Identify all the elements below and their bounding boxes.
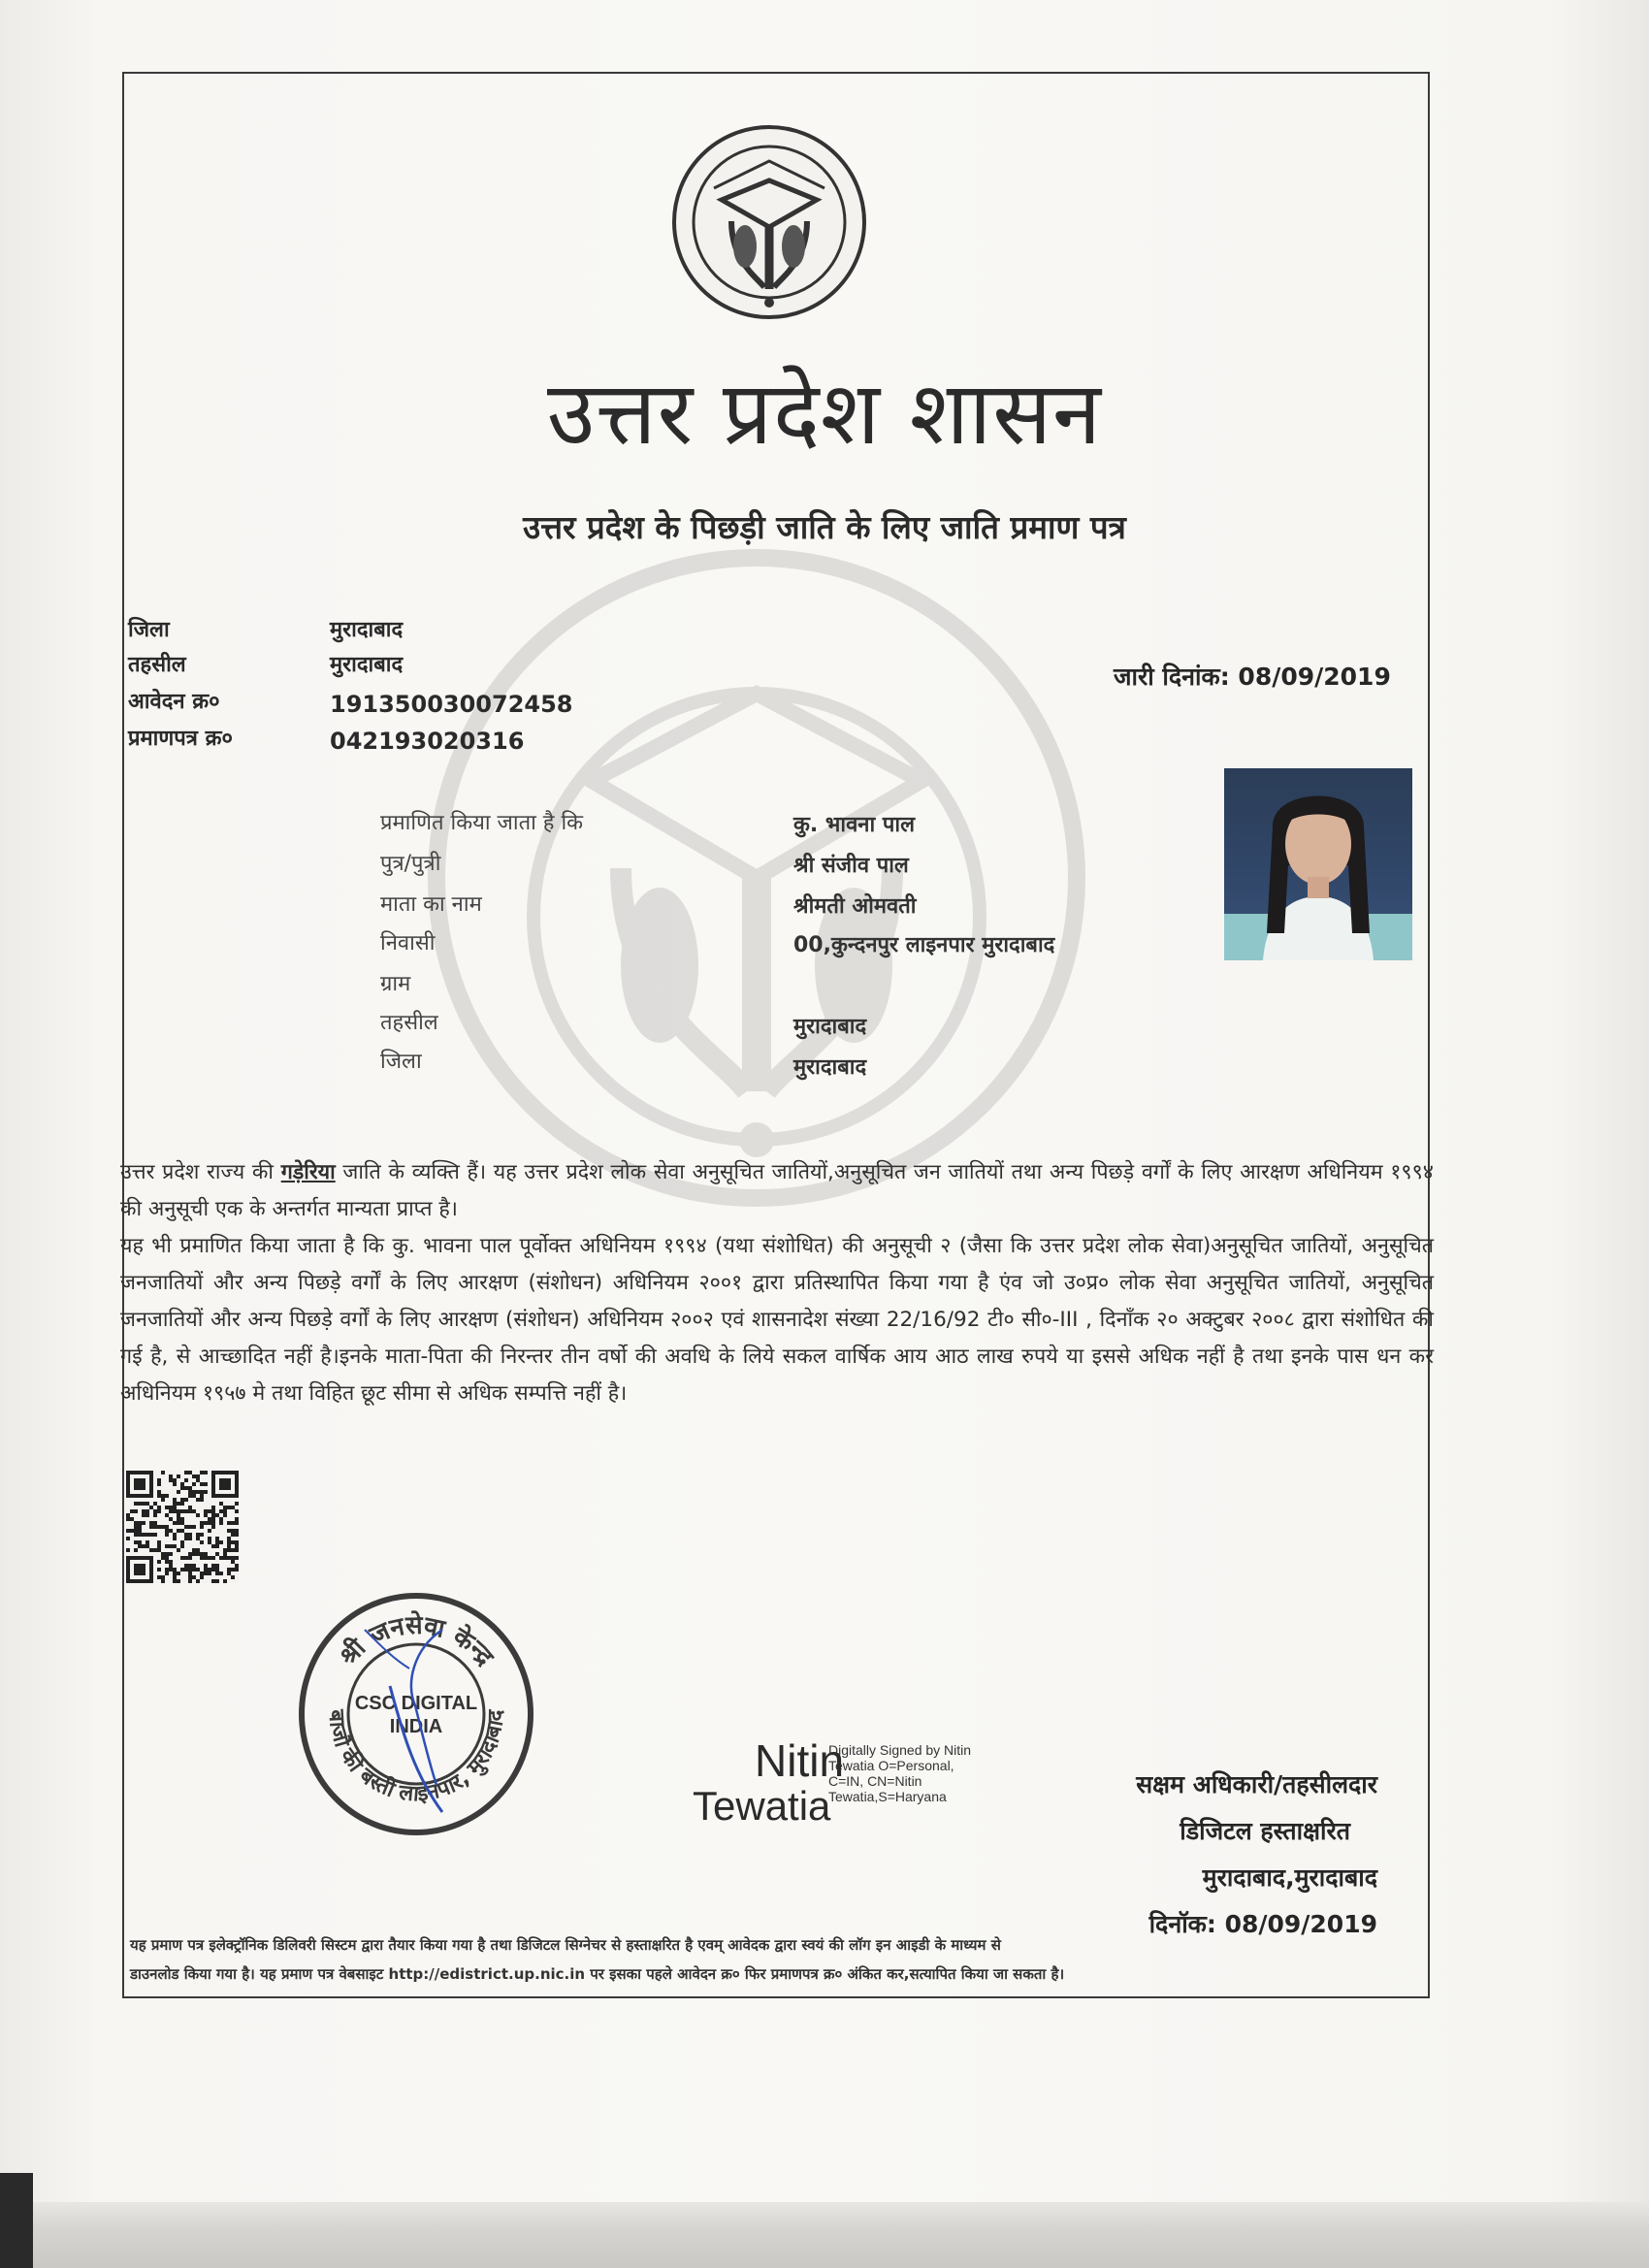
creamy-layer-paragraph: यह भी प्रमाणित किया जाता है कि कु. भावना पाल पूर्वोक्त अधिनियम १९९४ (यथा संशोधित) की अनुसूची २ (जैसा कि उत्तर प्रदेश लोक सेवा)अनुसूचित जातियों, अनुसूचित जनजातियों और अन्य पिछड़े वर्गों के लिए आरक्षण (संशोधन) अधिनियम २००१ द्वारा प्रतिस्थापित किया गया है एंव जो उ०प्र० लोक सेवा अनुसूचित जातियों, अनुसूचित जनजातियों और अन्य पिछड़े वर्गों के लिए आरक्षण (संशोधन) अधिनियम २००२ एवं शासनादेश संख्या 22/16/92 टी० सी०-III , दिनाँक २० अक्टुबर २००८ द्वारा संशोधित की गई है, से आच्छादित नहीं है।इनके माता-पिता की निरन्तर तीन वर्षो की अवधि के लिये सकल वार्षिक आय आठ लाख रुपये या इससे अधिक नहीं है तथा इनके पास धन कर अधिनियम १९५७ मे तथा विहित छूट सीमा से अधिक सम्पत्ति नहीं है। [120,1234,1434,1406]
signature-detail-line: Tewatia,S=Haryana [828,1789,947,1804]
detail-district-value: मुरादाबाद [793,1055,867,1080]
digital-signature-details [828,1742,971,1804]
verification-footer [122,1930,1430,1989]
caste-paragraph-end: जाति के व्यक्ति हैं। यह उत्तर प्रदेश लोक सेवा अनुसूचित जातियों,अनुसूचित जन जातियों तथा अन्य पिछड़े वर्गों के लिए आरक्षण अधिनियम १९९४ की अनुसूची एक के अन्तर्गत मान्यता प्राप्त है। [120,1160,1434,1221]
up-government-emblem-icon [671,124,867,320]
watermark-emblem-icon [427,548,1086,1208]
signature-detail-line: Digitally Signed by Nitin [828,1742,972,1758]
authority-date: दिनॉक: 08/09/2019 [1148,1910,1377,1938]
authority-designation: सक्षम अधिकारी/तहसीलदार [1136,1770,1377,1798]
tehsil-value: मुरादाबाद [330,653,404,677]
detail-district-label: जिला [380,1050,422,1074]
footer-line: यह प्रमाण पत्र इलेक्ट्रॉनिक डिलिवरी सिस्टम द्वारा तैयार किया गया है तथा डिजिटल सिग्नेचर से हस्ताक्षरित है एवम् आवेदक द्वारा स्वयं की लॉग इन आइडी के माध्यम से [130,1936,1001,1954]
detail-tehsil-label: तहसील [380,1011,438,1035]
certified-name: कु. भावना पाल [793,813,915,837]
certificate-number-value: 042193020316 [330,728,525,755]
caste-paragraph-start: उत्तर प्रदेश राज्य की [120,1160,281,1184]
applicant-photo [1224,768,1412,960]
qr-code-icon [126,1471,239,1583]
authority-location: मुरादाबाद,मुरादाबाद [1202,1863,1377,1892]
person-photo-icon [1224,768,1412,960]
caste-paragraph [120,1154,1434,1228]
seal-ring-text: श्री जनसेवा केन्द्र [334,1610,500,1672]
detail-tehsil-value: मुरादाबाद [793,1015,867,1039]
certificate-number-label: प्रमाणपत्र क्र० [128,727,233,751]
csc-rubber-stamp-icon [297,1591,535,1837]
authority-digital-signed: डिजिटल हस्ताक्षरित [1180,1817,1350,1845]
resident-label: निवासी [380,931,436,956]
mother-label: माता का नाम [380,892,482,917]
signature-first-name: Nitin [755,1735,845,1786]
application-number-value: 191350030072458 [330,691,573,718]
seal-bottom-text: बाजौ की बस्ती लाइनपार, मुरादाबाद [323,1708,509,1807]
seal-center-line2: INDIA [389,1716,443,1737]
issuing-authority [1057,1762,1377,1948]
caste-name: गड़ेरिया [280,1160,336,1184]
district-value: मुरादाबाद [330,618,404,642]
application-number-label: आवेदन क्र० [128,690,220,714]
page-title: उत्तर प्रदेश शासन [546,363,1103,465]
village-label: ग्राम [380,972,411,996]
resident-address: 00,कुन्दनपुर लाइनपार मुरादाबाद [793,933,1055,957]
issue-date: जारी दिनांक: 08/09/2019 [1114,663,1391,691]
district-label: जिला [128,618,170,642]
signature-detail-line: C=IN, CN=Nitin [828,1773,922,1789]
footer-line: डाउनलोड किया गया है। यह प्रमाण पत्र वेबसाइट http://edistrict.up.nic.in पर इसका पहले आवेदन क्र० फिर प्रमाणपत्र क्र० अंकित कर,सत्यापित किया जा सकता है। [130,1965,1065,1983]
seal-center-line1: CSC DIGITAL [354,1693,478,1714]
mother-name: श्रीमती ओमवती [793,894,917,919]
scan-corner-shadow [0,2173,33,2268]
child-of-label: पुत्र/पुत्री [380,852,441,876]
signature-last-name: Tewatia [693,1783,831,1829]
scan-bottom-edge [0,2202,1649,2268]
tehsil-label: तहसील [128,653,186,677]
certificate-subtitle: उत्तर प्रदेश के पिछड़ी जाति के लिए जाति प्रमाण पत्र [523,508,1126,546]
father-name: श्री संजीव पाल [793,854,909,878]
signature-detail-line: Tewatia O=Personal, [828,1758,954,1773]
certified-label: प्रमाणित किया जाता है कि [380,811,584,835]
